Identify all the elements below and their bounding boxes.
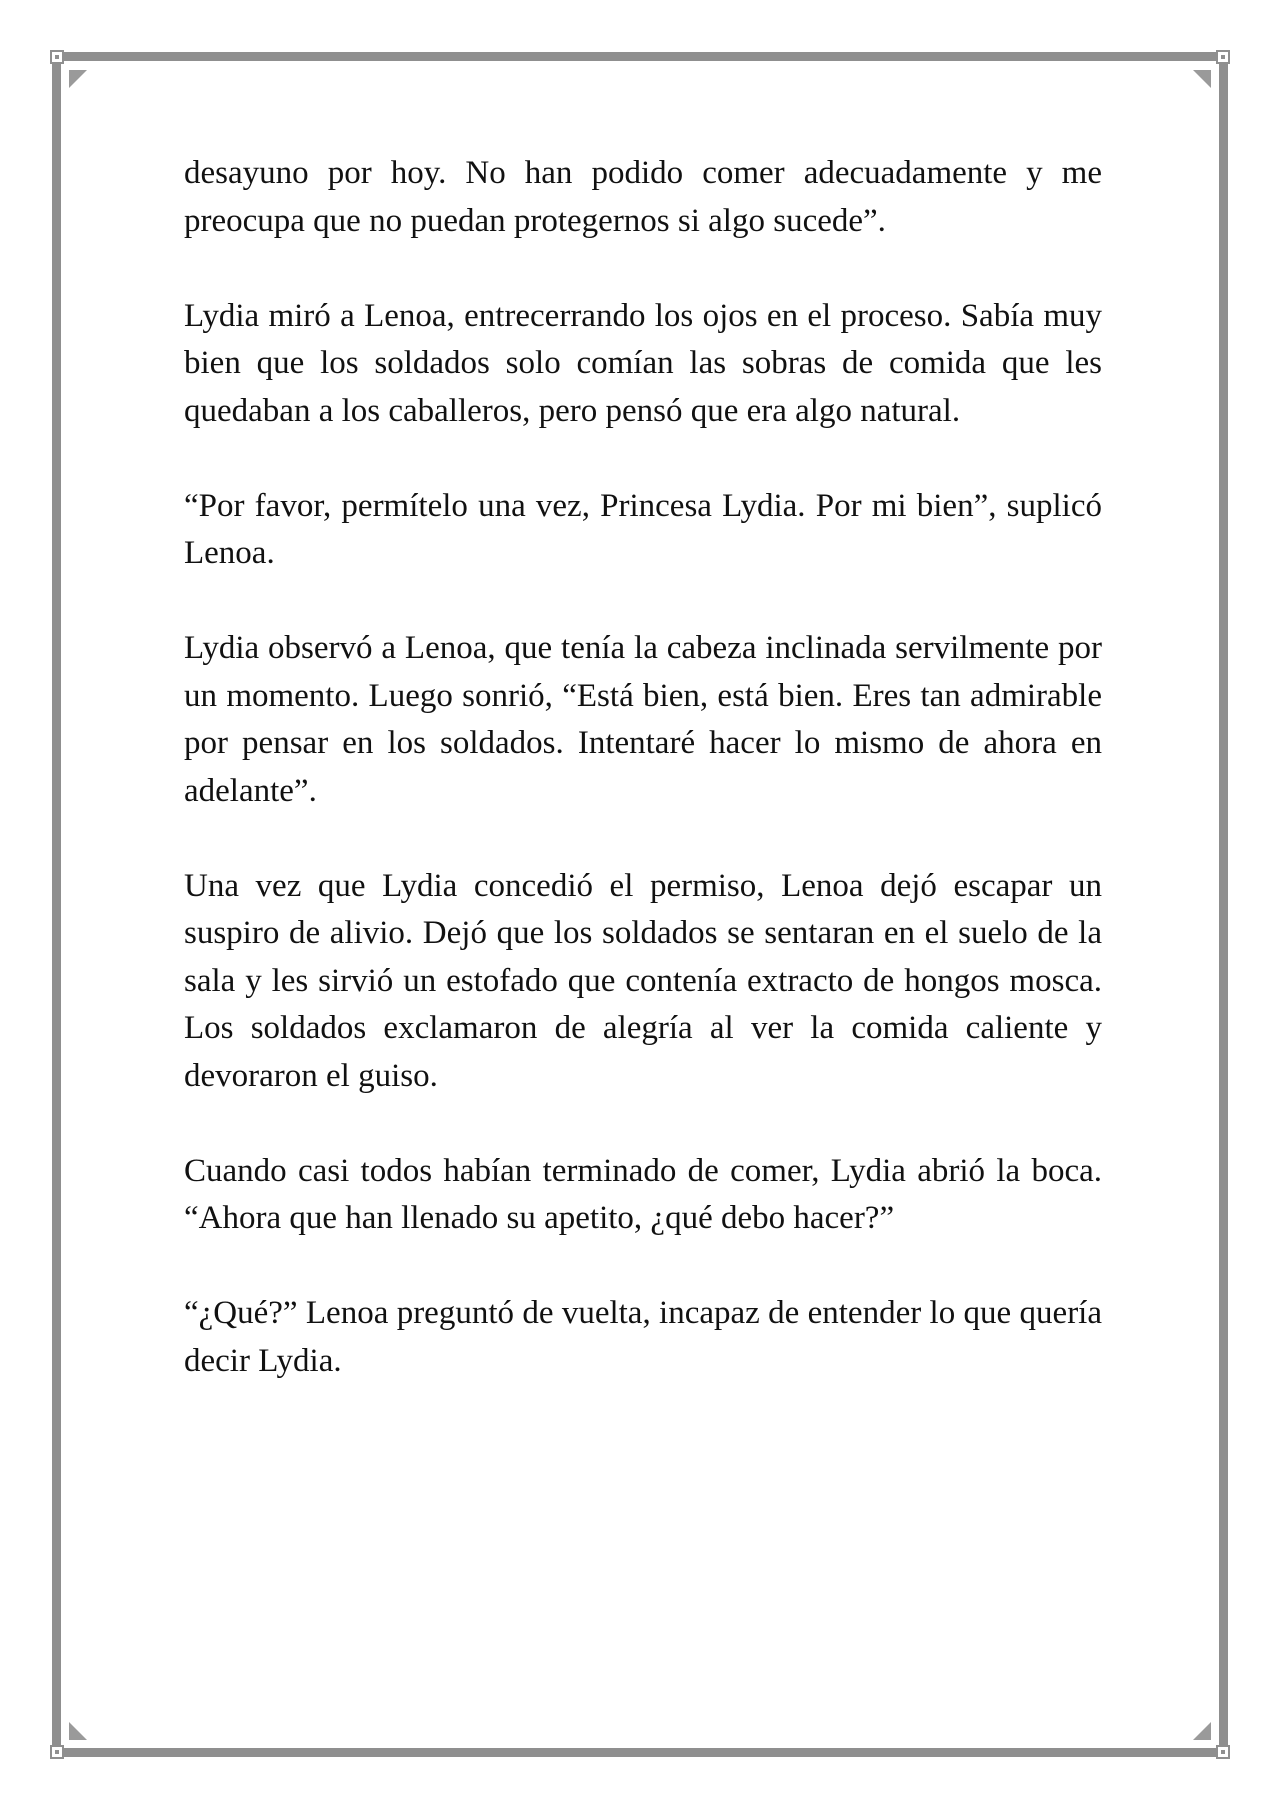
paragraph: “Por favor, permítelo una vez, Princesa Lydia. Por mi bien”, suplicó Lenoa. bbox=[184, 487, 1102, 571]
frame-corner-ornament-top-right bbox=[1216, 50, 1230, 64]
paragraph: Lydia miró a Lenoa, entrecerrando los ojos en el proceso. Sabía muy bien que los soldados solo comían las sobras de comida que les quedaban a los caballeros, pero pensó que era algo natural. bbox=[184, 297, 1102, 429]
corner-triangle-bottom-left bbox=[69, 1722, 87, 1740]
frame-left-border bbox=[52, 62, 61, 1748]
body-text bbox=[184, 150, 1102, 1433]
paragraph: “¿Qué?” Lenoa preguntó de vuelta, incapaz de entender lo que quería decir Lydia. bbox=[184, 1295, 1102, 1379]
paragraph: desayuno por hoy. No han podido comer adecuadamente y me preocupa que no puedan protegernos si algo sucede”. bbox=[184, 155, 1102, 239]
frame-right-border bbox=[1219, 62, 1228, 1748]
frame-bottom-border bbox=[62, 1748, 1218, 1757]
paragraph: Lydia observó a Lenoa, que tenía la cabeza inclinada servilmente por un momento. Luego sonrió, “Está bien, está bien. Eres tan admirable por pensar en los soldados. Intentaré hacer lo mismo de ahora en adelante”. bbox=[184, 630, 1102, 809]
paragraph: Cuando casi todos habían terminado de comer, Lydia abrió la boca. “Ahora que han llenado su apetito, ¿qué debo hacer?” bbox=[184, 1152, 1102, 1236]
frame-corner-ornament-bottom-right bbox=[1216, 1745, 1230, 1759]
frame-corner-ornament-top-left bbox=[50, 50, 64, 64]
corner-triangle-top-left bbox=[69, 70, 87, 88]
paragraph: Una vez que Lydia concedió el permiso, Lenoa dejó escapar un suspiro de alivio. Dejó que los soldados se sentaran en el suelo de la sala y les sirvió un estofado que contenía extracto de hongos mosca. Los soldados exclamaron de alegría al ver la comida caliente y devoraron el guiso. bbox=[184, 867, 1102, 1094]
corner-triangle-top-right bbox=[1193, 70, 1211, 88]
corner-triangle-bottom-right bbox=[1193, 1722, 1211, 1740]
frame-top-border bbox=[62, 52, 1218, 61]
frame-corner-ornament-bottom-left bbox=[50, 1745, 64, 1759]
